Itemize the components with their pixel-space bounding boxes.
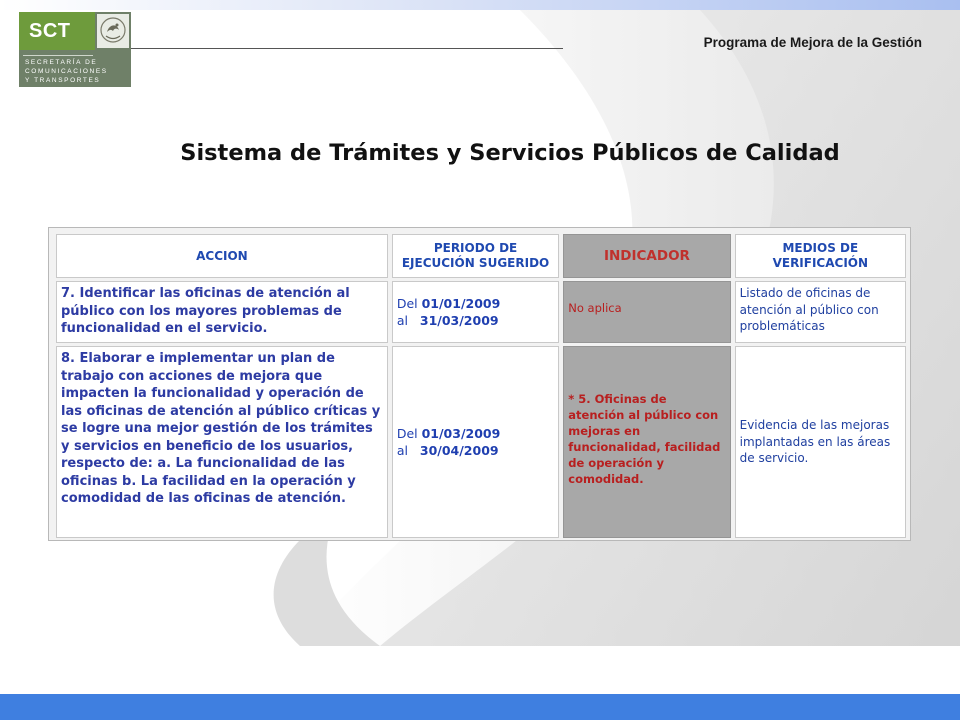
logo-subtitle [25,58,108,85]
row-1-medios: Listado de oficinas de atención al público con problemáticas [735,281,906,343]
row-1-accion: 7. Identificar las oficinas de atención al público con los mayores problemas de funcionalidad en el servicio. [56,281,388,343]
row-2-al-label: al [396,443,408,458]
header-medios-line-2: VERIFICACIÓN [772,256,869,270]
row-2-al-date: 30/04/2009 [419,443,499,458]
logo-subtitle-line-1: SECRETARÍA DE [25,59,98,66]
logo-abbr: SCT [29,20,71,42]
header-medios-line-1: MEDIOS DE [782,241,859,255]
header-medios [735,234,906,278]
header-periodo-line-2: EJECUCIÓN SUGERIDO [401,256,550,270]
header-periodo-line-1: PERIODO DE [433,241,518,255]
table-row [56,281,906,343]
bottom-accent-bar [0,694,960,720]
row-1-indicador: No aplica [563,281,730,343]
row-2-indicador: * 5. Oficinas de atención al público con mejoras en funcionalidad, facilidad de operación y comodidad. [563,346,730,538]
row-1-del-date: 01/01/2009 [421,296,501,311]
page-title: Sistema de Trámites y Servicios Públicos de Calidad [180,140,840,166]
row-2-periodo [392,346,559,538]
table-row [56,346,906,538]
header-divider [131,48,563,49]
row-1-del-label: Del [396,296,418,311]
program-title: Programa de Mejora de la Gestión [703,35,922,50]
top-accent-bar [0,0,960,10]
header-indicador: INDICADOR [563,234,730,278]
table-header-row [56,234,906,278]
row-2-medios: Evidencia de las mejoras implantadas en las áreas de servicio. [735,346,906,538]
logo-subtitle-line-2: COMUNICACIONES [25,68,108,75]
row-1-al-label: al [396,313,408,328]
row-2-accion: 8. Elaborar e implementar un plan de trabajo con acciones de mejora que impacten la funcionalidad y operación de las oficinas de atención al público críticas y se logre una mejor gestión de los trámites y servicios en beneficio de los usuarios, respecto de: a. La funcionalidad de las oficinas b. La facilidad en la operación y comodidad de las oficinas de atención. [56,346,388,538]
row-1-periodo [392,281,559,343]
sct-logo [19,12,131,87]
row-2-del-date: 01/03/2009 [421,426,501,441]
row-2-del-label: Del [396,426,418,441]
row-1-al-date: 31/03/2009 [419,313,499,328]
mexican-coat-of-arms-icon [97,14,129,48]
logo-divider [23,55,93,56]
header-accion: ACCION [56,234,388,278]
actions-table [52,231,910,541]
logo-subtitle-line-3: Y TRANSPORTES [25,77,101,84]
header-periodo [392,234,559,278]
actions-table-container [48,227,911,541]
